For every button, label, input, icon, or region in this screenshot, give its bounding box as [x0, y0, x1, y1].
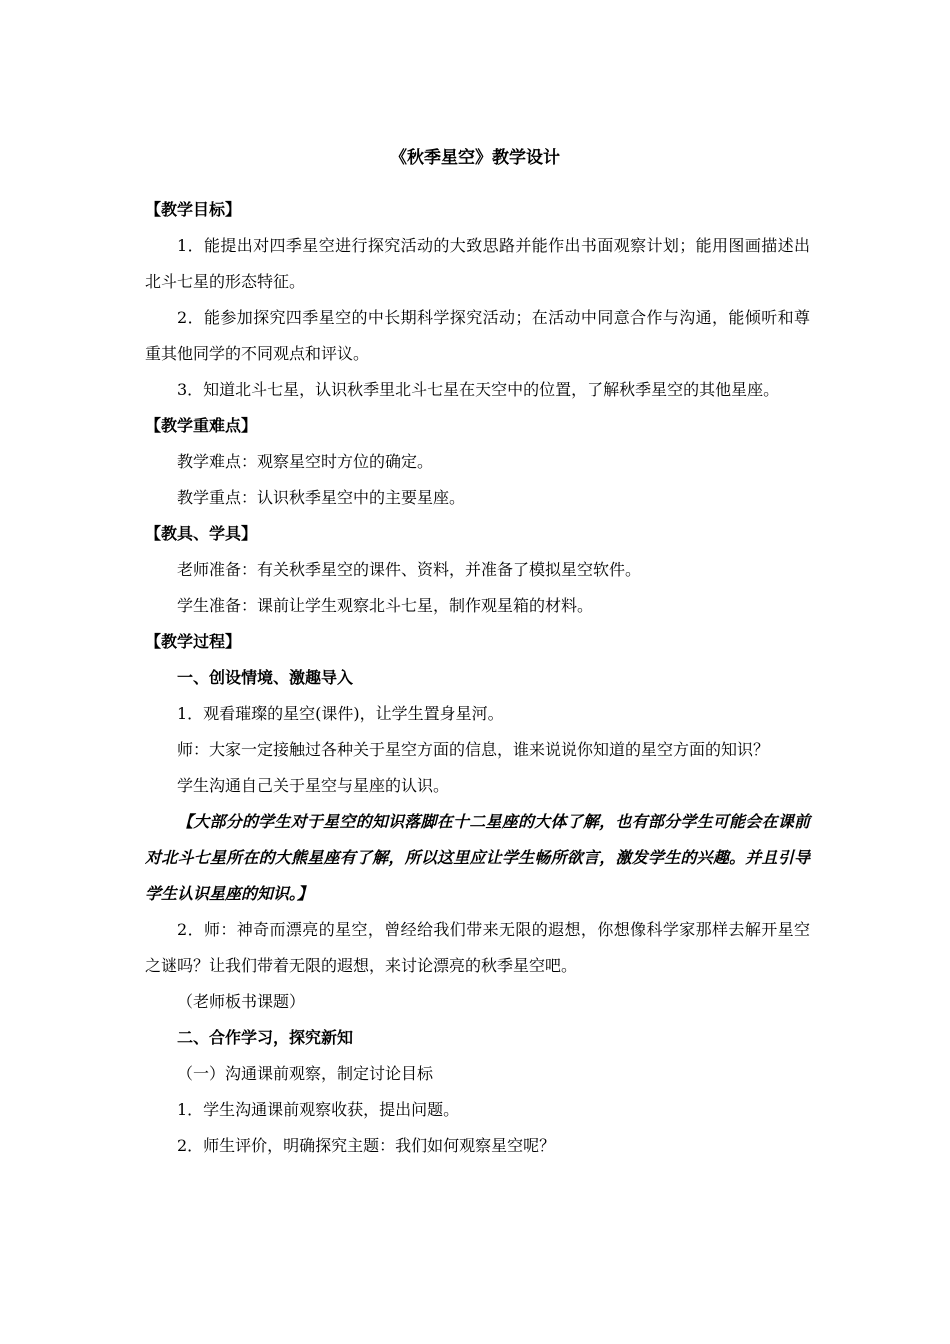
difficulty-text: 教学难点：观察星空时方位的确定。 [177, 452, 434, 471]
step-1: 1．观看璀璨的星空(课件)，让学生置身星河。 [177, 704, 504, 723]
sub-1-step-2: 2．师生评价，明确探究主题：我们如何观察星空呢？ [177, 1136, 556, 1155]
step-2: 2．师：神奇而漂亮的星空，曾经给我们带来无限的遐想，你想像科学家那样去解开星空之谜吗？让我们带着无限的遐想，来讨论漂亮的秋季星空吧。 [145, 920, 810, 975]
objective-3: 3．知道北斗七星，认识秋季里北斗七星在天空中的位置，了解秋季星空的其他星座。 [177, 380, 780, 399]
teacher-prep: 老师准备：有关秋季星空的课件、资料，并准备了模拟星空软件。 [177, 560, 642, 579]
board-note: （老师板书课题） [177, 992, 306, 1011]
student-share: 学生沟通自己关于星空与星座的认识。 [177, 776, 450, 795]
objectives-heading: 【教学目标】 [145, 200, 242, 219]
student-prep: 学生准备：课前让学生观察北斗七星，制作观星箱的材料。 [177, 596, 594, 615]
objective-2: 2．能参加探究四季星空的中长期科学探究活动；在活动中同意合作与沟通，能倾听和尊重其他同学的不同观点和评议。 [145, 308, 810, 363]
document-title: 《秋季星空》教学设计 [390, 148, 560, 168]
sub-section-1: （一）沟通课前观察，制定讨论目标 [177, 1064, 434, 1083]
keypoint-text: 教学重点：认识秋季星空中的主要星座。 [177, 488, 466, 507]
keypoints-heading: 【教学重难点】 [145, 416, 258, 435]
objective-1: 1．能提出对四季星空进行探究活动的大致思路并能作出书面观察计划；能用图画描述出北斗七星的形态特征。 [145, 236, 810, 291]
teaching-note: 【大部分的学生对于星空的知识落脚在十二星座的大体了解，也有部分学生可能会在课前对北斗七星所在的大熊星座有了解，所以这里应让学生畅所欲言，激发学生的兴趣。并且引导学生认识星座的知识。】 [145, 812, 810, 903]
part-1-title: 一、创设情境、激趣导入 [177, 668, 354, 687]
sub-1-step-1: 1．学生沟通课前观察收获，提出问题。 [177, 1100, 460, 1119]
part-2-title: 二、合作学习，探究新知 [177, 1028, 354, 1047]
process-heading: 【教学过程】 [145, 632, 242, 651]
tools-heading: 【教具、学具】 [145, 524, 258, 543]
document-body [145, 192, 810, 1164]
teacher-question-1: 师：大家一定接触过各种关于星空方面的信息，谁来说说你知道的星空方面的知识？ [177, 740, 770, 759]
